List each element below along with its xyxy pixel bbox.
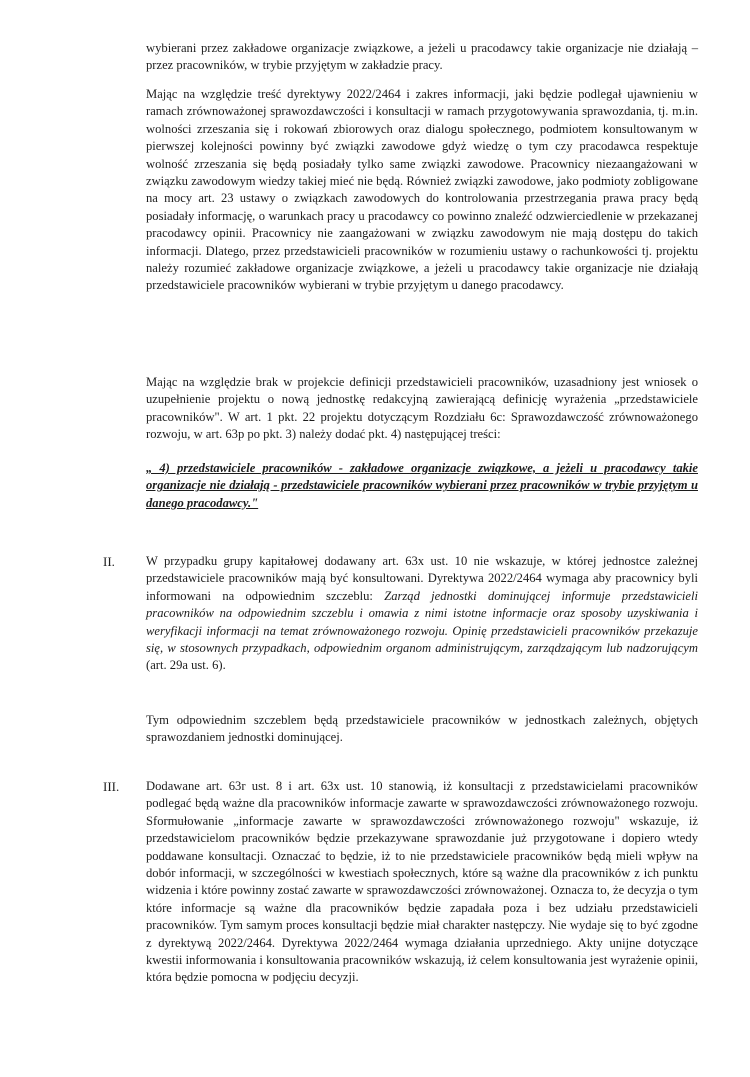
section-ii-citation: (art. 29a ust. 6). bbox=[146, 658, 226, 673]
paragraph-continuation: wybierani przez zakładowe organizacje związkowe, a jeżeli u pracodawcy takie organizacje nie działają – przez pracowników, w trybie przyjętym w zakładzie pracy. bbox=[146, 41, 698, 73]
section-ii-text: W przypadku grupy kapitałowej dodawany art. 63x ust. 10 nie wskazuje, w której jednostce zależnej przedstawiciele pracowników mają być konsultowani. Dyrektywa 2022/2464 wymaga aby pracownicy byli informowani na odpowiednim szczeblu: bbox=[146, 554, 698, 603]
paragraph-section-ii bbox=[146, 553, 698, 675]
paragraph-section-iii: Dodawane art. 63r ust. 8 i art. 63x ust. 10 stanowią, iż konsultacji z przedstawicielami pracowników podlegać będą ważne dla pracowników informacje zawarte w sprawozdawczości zrównoważonego rozwoju. Sformułowanie „informacje zawarte w sprawozdawczości zrównoważonego rozwoju" wskazuje, iż przedstawicielom pracowników będzie przekazywane sprawozdanie już przygotowane i dopiero wtedy poddawane konsultacji. Oznaczać to będzie, iż to nie przedstawiciele pracowników będą mieli wpływ na dobór informacji, w szczególności w kwestiach społecznych, które są ważne dla pracowników z ich punktu widzenia i które powinny zostać zawarte w sprawozdawczości zrównoważonej. Oznacza to, że decyzja o tym które informacje są ważne dla pracowników będzie zapadała poza i bez udziału przedstawicieli pracowników. Tym samym proces konsultacji będzie miał charakter następczy. Nie wydaje się to być zgodne z dyrektywą 2022/2464. Dyrektywa 2022/2464 wymaga działania uprzedniego. Akty unijne dotyczące kwestii informowania i konsultowania pracowników wskazują, iż celem konsultowania jest wyrażenie opinii, która będzie pomocna w podjęciu decyzji. bbox=[146, 779, 698, 985]
section-number-ii: II. bbox=[103, 554, 115, 569]
paragraph-section-ii-conclusion: Tym odpowiednim szczeblem będą przedstawiciele pracowników w jednostkach zależnych, objętych sprawozdaniem jednostki dominującej. bbox=[146, 713, 698, 745]
section-ii-quote: Zarząd jednostki dominującej informuje przedstawicieli pracowników na odpowiednim szczeblu i omawia z nimi istotne informacje oraz sposoby uzyskiwania i weryfikacji informacji na temat zrównoważonego rozwoju. Opinię przedstawicieli pracowników przekazuje się, w stosownych przypadkach, odpowiednim organom administrującym, zarządzającym lub nadzorującym bbox=[146, 588, 698, 656]
paragraph-definition-proposal: Mając na względzie brak w projekcie definicji przedstawicieli pracowników, uzasadniony jest wniosek o uzupełnienie projektu o nową jednostkę redakcyjną zawierającą definicję wyrażenia „przedstawiciele pracowników". W art. 1 pkt. 22 projektu dotyczącym Rozdziału 6c: Sprawozdawczość zrównoważonego rozwoju, w art. 63p po pkt. 3) należy dodać pkt. 4) następującej treści: bbox=[146, 375, 698, 442]
amendment-text: „ 4) przedstawiciele pracowników - zakładowe organizacje związkowe, a jeżeli u pracodawcy takie organizacje nie działają - przedstawiciele pracowników wybierani przez pracowników w trybie przyjętym u danego pracodawcy." bbox=[146, 461, 698, 510]
section-number-iii: III. bbox=[103, 779, 120, 794]
paragraph-directive-scope: Mając na względzie treść dyrektywy 2022/2464 i zakres informacji, jaki będzie podlegał ujawnieniu w ramach zrównoważonej sprawozdawczości i konsultacji w ramach przygotowywania sprawozdania, tj. m.in. wolności zrzeszania się i rokowań zbiorowych oraz dialogu społecznego, podmiotem konsultowanym w pierwszej kolejności powinny być związki zawodowe gdyż wiedzę o tym czy pracodawca respektuje wolność zrzeszania się będą posiadały tylko same związki zawodowe. Pracownicy niezaangażowani w związku zawodowym wiedzy takiej mieć nie będą. Również związki zawodowe, jako podmioty zobligowane na mocy art. 23 ustawy o związkach zawodowych do kontrolowania przestrzegania prawa pracy będą posiadały informację, o warunkach pracy u pracodawcy co powinno znaleźć odzwierciedlenie w przekazanej pracodawcy opinii. Pracownicy nie zaangażowani w związku zawodowym nie mają dostępu do takich informacji. Dlatego, przez przedstawicieli pracowników w rozumieniu ustawy o rachunkowości tj. projektu należy rozumieć zakładowe organizacje związkowe, a jeżeli u pracodawcy takie organizacje nie działają przedstawiciele pracowników wybierani w trybie przyjętym u danego pracodawcy. bbox=[146, 87, 698, 293]
